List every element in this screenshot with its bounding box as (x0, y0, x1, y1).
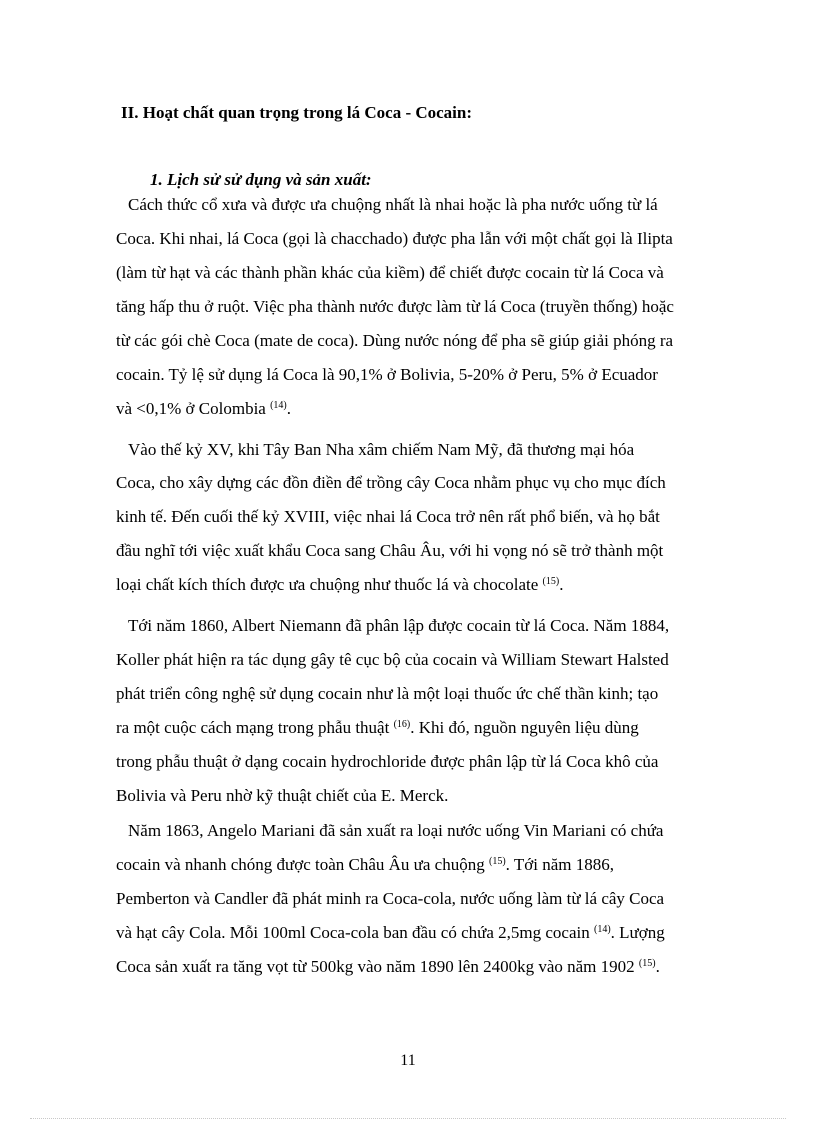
footer-divider (30, 1118, 786, 1119)
paragraph-line (116, 540, 663, 562)
line-text: cocain. Tỷ lệ sử dụng lá Coca là 90,1% ở Bolivia, 5-20% ở Peru, 5% ở Ecuador (116, 365, 658, 384)
paragraph-line (116, 262, 664, 284)
line-text: Bolivia và Peru nhờ kỹ thuật chiết của E. Merck. (116, 786, 449, 805)
line-text: và hạt cây Cola. Mỗi 100ml Coca-cola ban đầu có chứa 2,5mg cocain (116, 923, 594, 942)
paragraph-line (116, 717, 639, 739)
paragraph-line (116, 888, 664, 910)
line-text-after-citation: . Khi đó, nguồn nguyên liệu dùng (410, 718, 639, 737)
paragraph-line (116, 398, 291, 420)
paragraph-line (128, 439, 634, 461)
line-text: kinh tế. Đến cuối thế kỷ XVIII, việc nhai lá Coca trở nên rất phổ biến, và họ bắt (116, 507, 660, 526)
paragraph-line (128, 820, 663, 842)
line-text-after-citation: . (655, 957, 660, 976)
line-text: Năm 1863, Angelo Mariani đã sản xuất ra loại nước uống Vin Mariani có chứa (128, 821, 664, 840)
citation-reference: (14) (270, 400, 287, 411)
line-text-after-citation: . (559, 575, 564, 594)
line-text: Coca sản xuất ra tăng vọt từ 500kg vào năm 1890 lên 2400kg vào năm 1902 (116, 957, 639, 976)
subsection-heading: 1. Lịch sử sử dụng và sản xuất: (150, 170, 372, 189)
citation-reference: (15) (638, 958, 656, 969)
paragraph-line (128, 194, 658, 216)
citation-reference: (15) (488, 856, 506, 867)
paragraph-line (116, 472, 666, 494)
line-text: Coca, cho xây dựng các đồn điền để trồng cây Coca nhằm phục vụ cho mục đích (116, 473, 666, 492)
section-heading: II. Hoạt chất quan trọng trong lá Coca - Cocain: (121, 103, 473, 122)
paragraph-line (116, 854, 614, 876)
citation-reference: (15) (542, 576, 560, 587)
paragraph-line (116, 785, 448, 807)
line-text-after-citation: . Lượng (610, 923, 665, 942)
paragraph-line (116, 683, 658, 705)
paragraph-line (116, 649, 669, 671)
citation-reference: (16) (393, 719, 411, 730)
line-text: và <0,1% ở Colombia (116, 399, 271, 418)
line-text-after-citation: . Tới năm 1886, (505, 855, 614, 874)
line-text: Cách thức cổ xưa và được ưa chuộng nhất là nhai hoặc là pha nước uống từ lá (128, 195, 658, 214)
paragraph-line (116, 296, 674, 318)
line-text: trong phẫu thuật ở dạng cocain hydrochloride được phân lập từ lá Coca khô của (116, 752, 659, 771)
page-number: 11 (400, 1052, 416, 1069)
line-text: đầu nghĩ tới việc xuất khẩu Coca sang Châu Âu, với hi vọng nó sẽ trở thành một (116, 541, 664, 560)
paragraph-line (116, 574, 563, 596)
paragraph-line (116, 228, 673, 250)
paragraph-line (116, 922, 665, 944)
line-text: Tới năm 1860, Albert Niemann đã phân lập được cocain từ lá Coca. Năm 1884, (128, 616, 670, 635)
line-text: Vào thế kỷ XV, khi Tây Ban Nha xâm chiếm Nam Mỹ, đã thương mại hóa (128, 440, 635, 459)
paragraph-line (128, 615, 669, 637)
line-text: tăng hấp thu ở ruột. Việc pha thành nước được làm từ lá Coca (truyền thống) hoặc (116, 297, 674, 316)
line-text: phát triển công nghệ sử dụng cocain như là một loại thuốc ức chế thần kinh; tạo (116, 684, 659, 703)
line-text: Koller phát hiện ra tác dụng gây tê cục bộ của cocain và William Stewart Halsted (116, 650, 669, 669)
line-text: Coca. Khi nhai, lá Coca (gọi là chacchado) được pha lẫn với một chất gọi là Ilipta (116, 229, 673, 248)
paragraph-line (116, 364, 658, 386)
paragraph-line (116, 751, 658, 773)
paragraph-line (116, 956, 660, 978)
line-text: cocain và nhanh chóng được toàn Châu Âu ưa chuộng (116, 855, 489, 874)
line-text: Pemberton và Candler đã phát minh ra Coca-cola, nước uống làm từ lá cây Coca (116, 889, 665, 908)
line-text: từ các gói chè Coca (mate de coca). Dùng nước nóng để pha sẽ giúp giải phóng ra (116, 331, 674, 350)
paragraph-line (116, 330, 673, 352)
line-text: (làm từ hạt và các thành phần khác của kiềm) để chiết được cocain từ lá Coca và (116, 263, 664, 282)
line-text: ra một cuộc cách mạng trong phẫu thuật (116, 718, 394, 737)
paragraph-line (116, 506, 660, 528)
line-text: loại chất kích thích được ưa chuộng như thuốc lá và chocolate (116, 575, 543, 594)
line-text-after-citation: . (286, 399, 292, 418)
citation-reference: (14) (593, 924, 611, 935)
